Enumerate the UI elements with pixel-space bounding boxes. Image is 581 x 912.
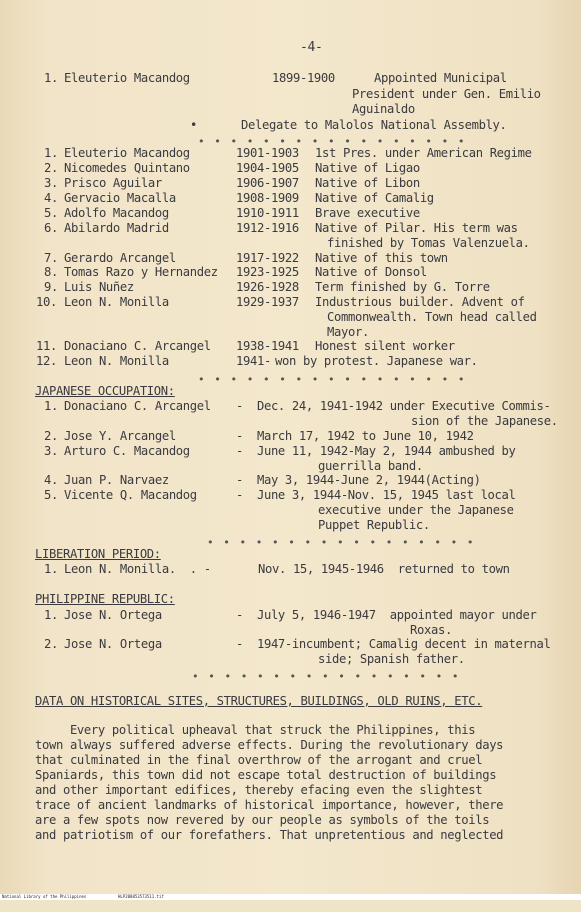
entry-note: Roxas.	[410, 623, 452, 637]
entry-note: won by protest. Japanese war.	[275, 354, 478, 368]
entry-name: Jose N. Ortega	[64, 608, 162, 622]
entry-name: Arturo C. Macandog	[64, 444, 190, 458]
entry-number: 2.	[44, 637, 58, 651]
entry-years: 1899-1900	[272, 71, 335, 85]
entry-name: Adolfo Macandog	[64, 206, 169, 220]
entry-note: Native of this town	[315, 251, 448, 265]
separator: • • • • • • • • • • • • • • • • •	[198, 135, 467, 148]
entry-note: guerrilla band.	[318, 459, 423, 473]
entry-years: 1906-1907	[236, 176, 299, 190]
entry-note: Commonwealth. Town head called	[327, 310, 537, 324]
entry-number: 1.	[44, 71, 58, 85]
entry-note: Puppet Republic.	[318, 518, 430, 532]
entry-number: 7.	[44, 251, 58, 265]
paragraph-line: and other important edifices, thereby efacing even the slightest	[35, 783, 483, 797]
entry-number: 12.	[36, 354, 57, 368]
paragraph-line: Every political upheaval that struck the Philippines, this	[35, 723, 476, 737]
bullet: •	[190, 118, 197, 132]
historical-paragraph	[35, 723, 555, 843]
entry-number: 6.	[44, 221, 58, 235]
entry-name: Leon N. Monilla. . -	[64, 562, 211, 576]
entry-number: 8.	[44, 265, 58, 279]
entry-number: 10.	[36, 295, 57, 309]
entry-years: 1912-1916	[236, 221, 299, 235]
entry-years: 1938-1941	[236, 339, 299, 353]
entry-note: - June 11, 1942-May 2, 1944 ambushed by	[236, 444, 516, 458]
entry-note: Industrious builder. Advent of	[315, 295, 525, 309]
file-id: HLP208853573511.tif	[118, 894, 164, 899]
entry-number: 1.	[44, 608, 58, 622]
section-heading: DATA ON HISTORICAL SITES, STRUCTURES, BUILDINGS, OLD RUINS, ETC.	[35, 694, 483, 708]
entry-years: 1904-1905	[236, 161, 299, 175]
entry-note: side; Spanish father.	[318, 652, 465, 666]
paragraph-line: that culminated in the final overthrow of the arrogant and cruel	[35, 753, 483, 767]
entry-note: - May 3, 1944-June 2, 1944(Acting)	[236, 473, 481, 487]
entry-years: 1910-1911	[236, 206, 299, 220]
separator: • • • • • • • • • • • • • • • • •	[192, 670, 461, 683]
separator: • • • • • • • • • • • • • • • • •	[207, 536, 476, 549]
entry-name: Eleuterio Macandog	[64, 71, 190, 85]
paragraph-line: trace of ancient landmarks of historical importance, however, there	[35, 798, 504, 812]
entry-years: 1908-1909	[236, 191, 299, 205]
entry-note: Brave executive	[315, 206, 420, 220]
entry-note: - July 5, 1946-1947 appointed mayor under	[236, 608, 537, 622]
entry-name: Eleuterio Macandog	[64, 146, 190, 160]
entry-note: - March 17, 1942 to June 10, 1942	[236, 429, 474, 443]
entry-note: executive under the Japanese	[318, 503, 514, 517]
entry-note: Nov. 15, 1945-1946 returned to town	[258, 562, 510, 576]
entry-name: Donaciano C. Arcangel	[64, 399, 211, 413]
scan-footer	[0, 894, 581, 900]
entry-number: 5.	[44, 488, 58, 502]
entry-note: - 1947-incumbent; Camalig decent in maternal	[236, 637, 551, 651]
entry-number: 3.	[44, 176, 58, 190]
section-heading: JAPANESE OCCUPATION:	[35, 384, 175, 398]
entry-number: 5.	[44, 206, 58, 220]
entry-note: Term finished by G. Torre	[315, 280, 490, 294]
entry-name: Jose N. Ortega	[64, 637, 162, 651]
entry-name: Gervacio Macalla	[64, 191, 176, 205]
entry-note: Native of Donsol	[315, 265, 427, 279]
entry-note: Native of Ligao	[315, 161, 420, 175]
entry-note: sion of the Japanese.	[411, 414, 558, 428]
entry-name: Gerardo Arcangel	[64, 251, 176, 265]
paragraph-line: Spaniards, this town did not escape total destruction of buildings	[35, 768, 497, 782]
entry-years: 1923-1925	[236, 265, 299, 279]
entry-note: President under Gen. Emilio	[352, 87, 541, 101]
entry-years: 1941-	[236, 354, 271, 368]
section-heading: PHILIPPINE REPUBLIC:	[35, 592, 175, 606]
entry-years: 1929-1937	[236, 295, 299, 309]
entry-number: 2.	[44, 429, 58, 443]
entry-name: Jose Y. Arcangel	[64, 429, 176, 443]
entry-name: Vicente Q. Macandog	[64, 488, 197, 502]
entry-years: 1901-1903	[236, 146, 299, 160]
entry-note: - Dec. 24, 1941-1942 under Executive Commis-	[236, 399, 551, 413]
entry-name: Abilardo Madrid	[64, 221, 169, 235]
entry-note: Honest silent worker	[315, 339, 455, 353]
entry-number: 11.	[36, 339, 57, 353]
entry-name: Juan P. Narvaez	[64, 473, 169, 487]
entry-name: Nicomedes Quintano	[64, 161, 190, 175]
entry-name: Donaciano C. Arcangel	[64, 339, 211, 353]
library-credit: National Library of the Philippines	[2, 894, 87, 899]
entry-name: Leon N. Monilla	[64, 354, 169, 368]
entry-note: 1st Pres. under American Regime	[315, 146, 532, 160]
entry-number: 1.	[44, 399, 58, 413]
separator: • • • • • • • • • • • • • • • • •	[198, 373, 467, 386]
entry-name: Prisco Aguilar	[64, 176, 162, 190]
entry-note: - June 3, 1944-Nov. 15, 1945 last local	[236, 488, 516, 502]
entry-years: 1926-1928	[236, 280, 299, 294]
entry-note: Native of Camalig	[315, 191, 434, 205]
entry-name: Luis Nuñez	[64, 280, 134, 294]
entry-note: Appointed Municipal	[374, 71, 507, 85]
entry-number: 3.	[44, 444, 58, 458]
entry-number: 4.	[44, 473, 58, 487]
entry-number: 1.	[44, 562, 58, 576]
entry-note: Aguinaldo	[352, 102, 415, 116]
entry-name: Leon N. Monilla	[64, 295, 169, 309]
entry-note: finished by Tomas Valenzuela.	[327, 236, 530, 250]
paragraph-line: are a few spots now revered by our people as symbols of the toils	[35, 813, 490, 827]
section-heading: LIBERATION PERIOD:	[35, 547, 161, 561]
entry-note: Delegate to Malolos National Assembly.	[241, 118, 507, 132]
paragraph-line: and patriotism of our forefathers. That unpretentious and neglected	[35, 828, 504, 842]
entry-name: Tomas Razo y Hernandez	[64, 265, 218, 279]
paragraph-line: town always suffered adverse effects. During the revolutionary days	[35, 738, 504, 752]
entry-number: 2.	[44, 161, 58, 175]
entry-years: 1917-1922	[236, 251, 299, 265]
entry-note: Native of Pilar. His term was	[315, 221, 518, 235]
page-number: -4-	[300, 40, 323, 55]
entry-note: Mayor.	[327, 325, 369, 339]
entry-number: 1.	[44, 146, 58, 160]
entry-note: Native of Libon	[315, 176, 420, 190]
entry-number: 9.	[44, 280, 58, 294]
entry-number: 4.	[44, 191, 58, 205]
